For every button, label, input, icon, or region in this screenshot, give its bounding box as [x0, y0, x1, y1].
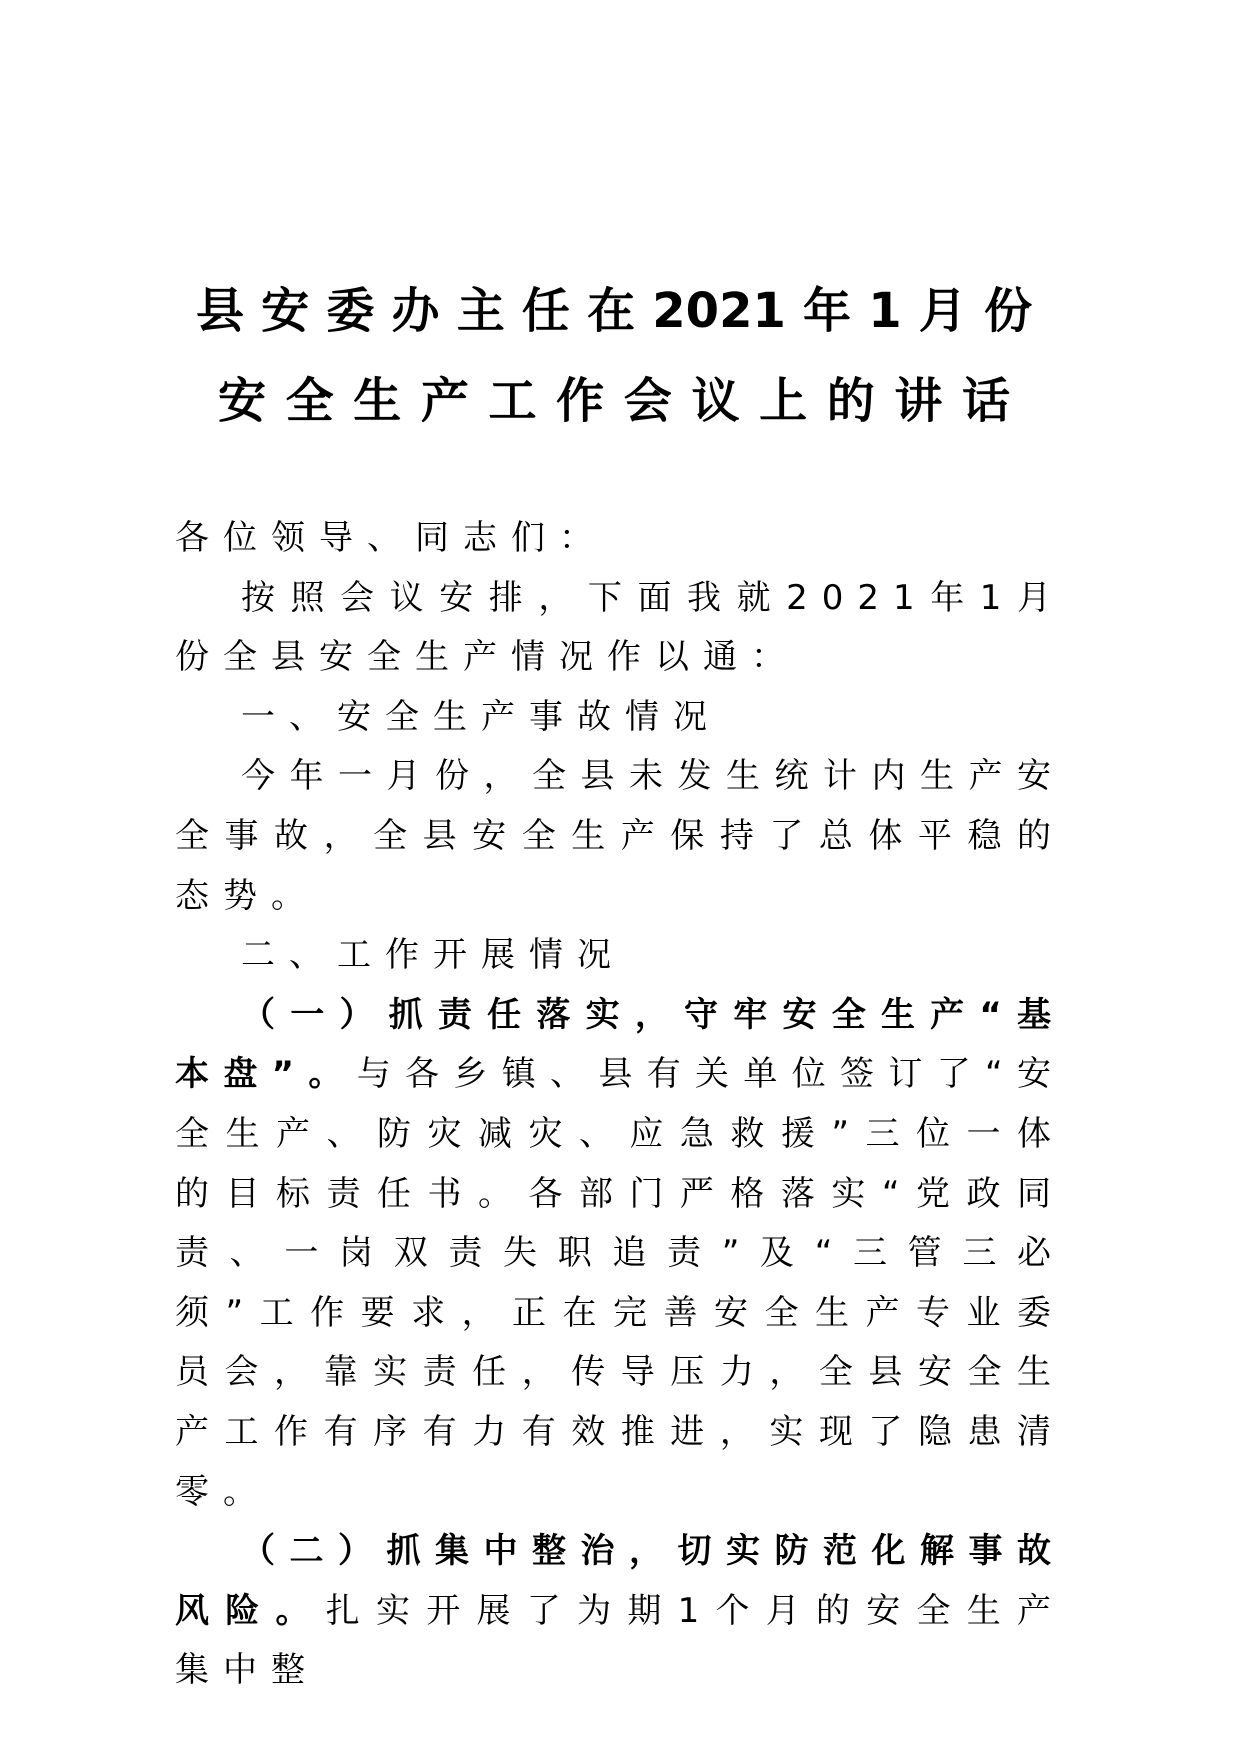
- item-2-text: 扎实开展了为期1个月的安全生产集中整: [175, 1590, 1066, 1691]
- document-title-line-1: 县安委办主任在2021年1月份: [196, 283, 1032, 339]
- item-1-text: 与各乡镇、县有关单位签订了“安全生产、防灾减灾、应急救援”三位一体的目标责任书。各部门严格落实“党政同责、一岗双责失职追责”及“三管三必须”工作要求，正在完善安全生产专业委员会，靠实责任，传导压力，全县安全生产工作有序有力有效推进，实现了隐患清零。: [175, 1054, 1065, 1512]
- section-1-paragraph: 今年一月份，全县未发生统计内生产安全事故，全县安全生产保持了总体平稳的态势。: [175, 756, 1065, 916]
- document-title-line-2: 安全生产工作会议上的讲话: [218, 373, 1010, 429]
- salutation: 各位领导、同志们：: [175, 518, 607, 558]
- document-body: [175, 509, 1065, 1701]
- item-2-paragraph: [175, 1522, 1065, 1701]
- item-1-paragraph: [175, 986, 1065, 1522]
- section-heading-2: 二、工作开展情况: [241, 935, 625, 976]
- intro-paragraph: 按照会议安排，下面我就2021年1月份全县安全生产情况作以通：: [175, 577, 1065, 678]
- section-heading-1: 一、安全生产事故情况: [241, 696, 721, 737]
- item-2-lead: （二）抓集中整治，切实防范化解事故风险。: [175, 1531, 1065, 1631]
- item-1-lead: （一）抓责任落实，守牢安全生产“基本盘”。: [175, 994, 1065, 1095]
